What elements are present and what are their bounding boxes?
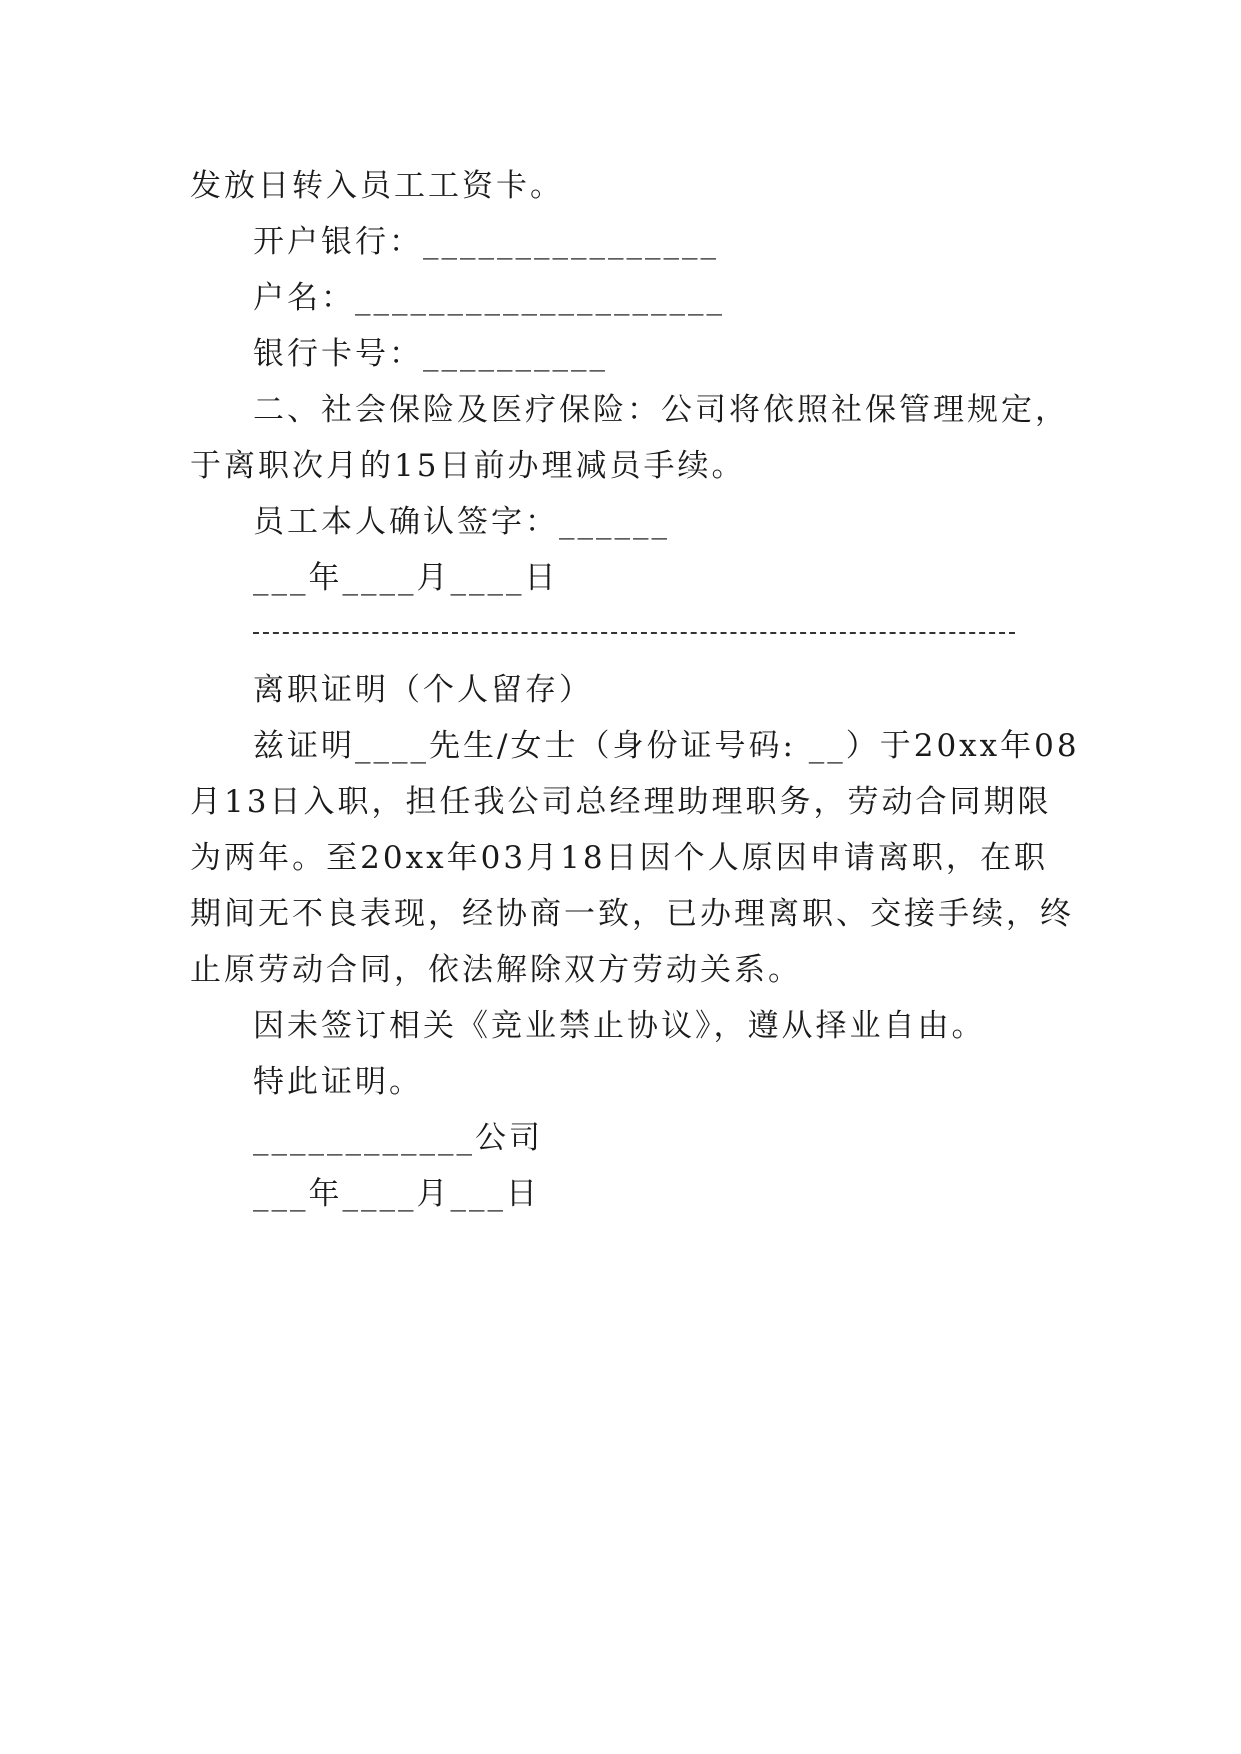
paragraph-social-insurance-cont: 于离职次月的15日前办理减员手续。: [190, 448, 746, 484]
certificate-title: 离职证明（个人留存）: [253, 672, 593, 708]
cut-line-divider: [253, 632, 1015, 634]
certificate-body-line: 止原劳动合同，依法解除双方劳动关系。: [190, 952, 802, 988]
field-card-number: 银行卡号：__________: [253, 336, 608, 372]
employee-signature-field: 员工本人确认签字：______: [253, 504, 670, 540]
signature-date: ___年____月____日: [253, 560, 559, 596]
field-bank-name: 开户银行：________________: [253, 224, 719, 260]
paragraph-salary-card: 发放日转入员工工资卡。: [190, 168, 564, 204]
certificate-date: ___年____月___日: [253, 1176, 540, 1212]
non-compete-statement: 因未签订相关《竞业禁止协议》，遵从择业自由。: [253, 1008, 986, 1044]
company-signature-field: ____________公司: [253, 1120, 543, 1156]
certificate-body-line: 期间无不良表现，经协商一致，已办理离职、交接手续，终: [190, 896, 1074, 932]
paragraph-social-insurance: 二、社会保险及医疗保险：公司将依照社保管理规定，: [253, 392, 1069, 428]
certificate-body-line: 为两年。至20xx年03月18日因个人原因申请离职，在职: [190, 840, 1048, 876]
certificate-body-line: 月13日入职，担任我公司总经理助理职务，劳动合同期限: [190, 784, 1052, 820]
certification-closing: 特此证明。: [253, 1064, 423, 1100]
field-account-name: 户名：____________________: [253, 280, 725, 316]
certificate-body-line: 兹证明____先生/女士（身份证号码: __）于20xx年08: [253, 728, 1080, 764]
